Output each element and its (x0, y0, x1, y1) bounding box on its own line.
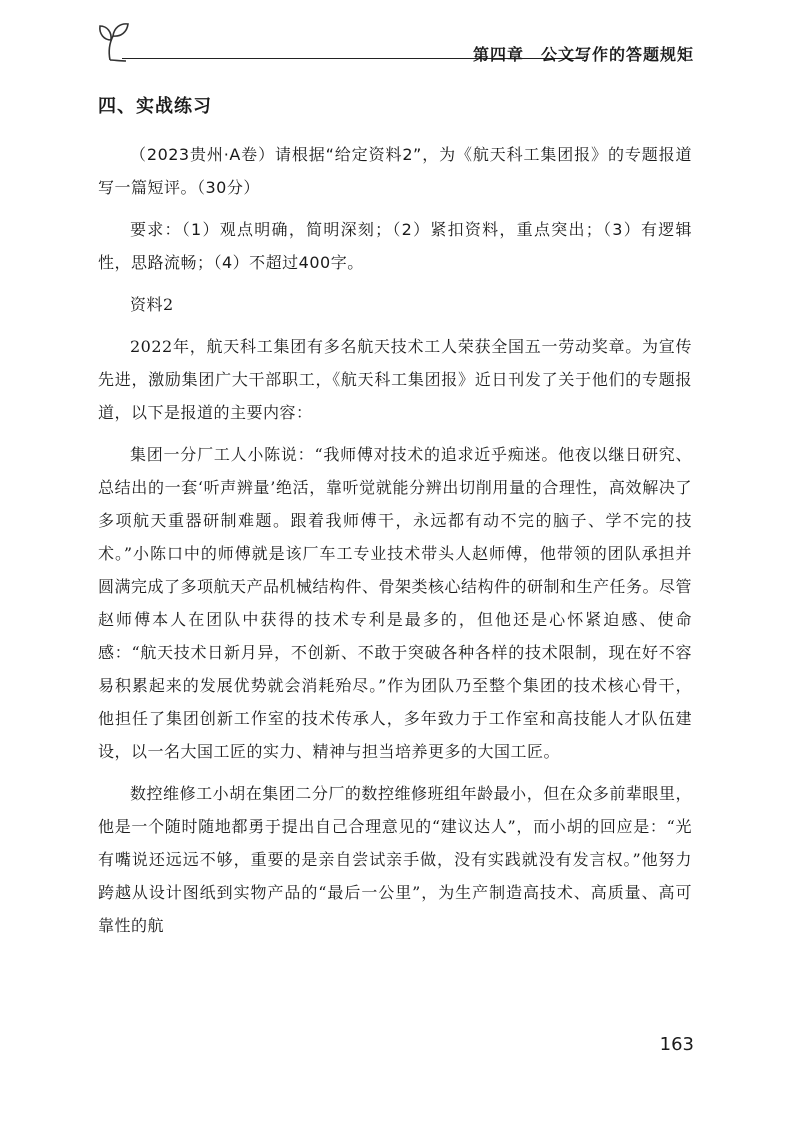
section-heading: 四、实战练习 (98, 96, 212, 117)
page-number: 163 (659, 1034, 694, 1055)
sprout-icon (96, 14, 130, 70)
chapter-title: 第四章 公文写作的答题规矩 (472, 45, 694, 64)
page-body (98, 92, 692, 942)
question-requirements: 要求：（1）观点明确，简明深刻；（2）紧扣资料，重点突出；（3）有逻辑性，思路流畅；（4）不超过400字。 (98, 220, 692, 272)
question-prompt: （2023贵州·A卷）请根据“给定资料2”，为《航天科工集团报》的专题报道写一篇短评。（30分） (98, 145, 692, 197)
page-header (96, 14, 694, 64)
material-label: 资料2 (130, 295, 174, 314)
material-paragraph: 数控维修工小胡在集团二分厂的数控维修班组年龄最小，但在众多前辈眼里，他是一个随时随地都勇于提出自己合理意见的“建议达人”，而小胡的回应是：“光有嘴说还远远不够，重要的是亲自尝试亲手做，没有实践就没有发言权。”他努力跨越从设计图纸到实物产品的“最后一公里”，为生产制造高技术、高质量、高可靠性的航 (98, 784, 692, 935)
material-paragraph: 集团一分厂工人小陈说：“我师傅对技术的追求近乎痴迷。他夜以继日研究、总结出的一套‘听声辨量’绝活，靠听觉就能分辨出切削用量的合理性，高效解决了多项航天重器研制难题。跟着我师傅干，永远都有动不完的脑子、学不完的技术。”小陈口中的师傅就是该厂车工专业技术带头人赵师傅，他带领的团队承担并圆满完成了多项航天产品机械结构件、骨架类核心结构件的研制和生产任务。尽管赵师傅本人在团队中获得的技术专利是最多的，但他还是心怀紧迫感、使命感：“航天技术日新月异，不创新、不敢于突破各种各样的技术限制，现在好不容易积累起来的发展优势就会消耗殆尽。”作为团队乃至整个集团的技术核心骨干，他担任了集团创新工作室的技术传承人，多年致力于工作室和高技能人才队伍建设，以一名大国工匠的实力、精神与担当培养更多的大国工匠。 (98, 445, 693, 761)
material-paragraph: 2022年，航天科工集团有多名航天技术工人荣获全国五一劳动奖章。为宣传先进，激励集团广大干部职工，《航天科工集团报》近日刊发了关于他们的专题报道，以下是报道的主要内容： (98, 337, 692, 422)
